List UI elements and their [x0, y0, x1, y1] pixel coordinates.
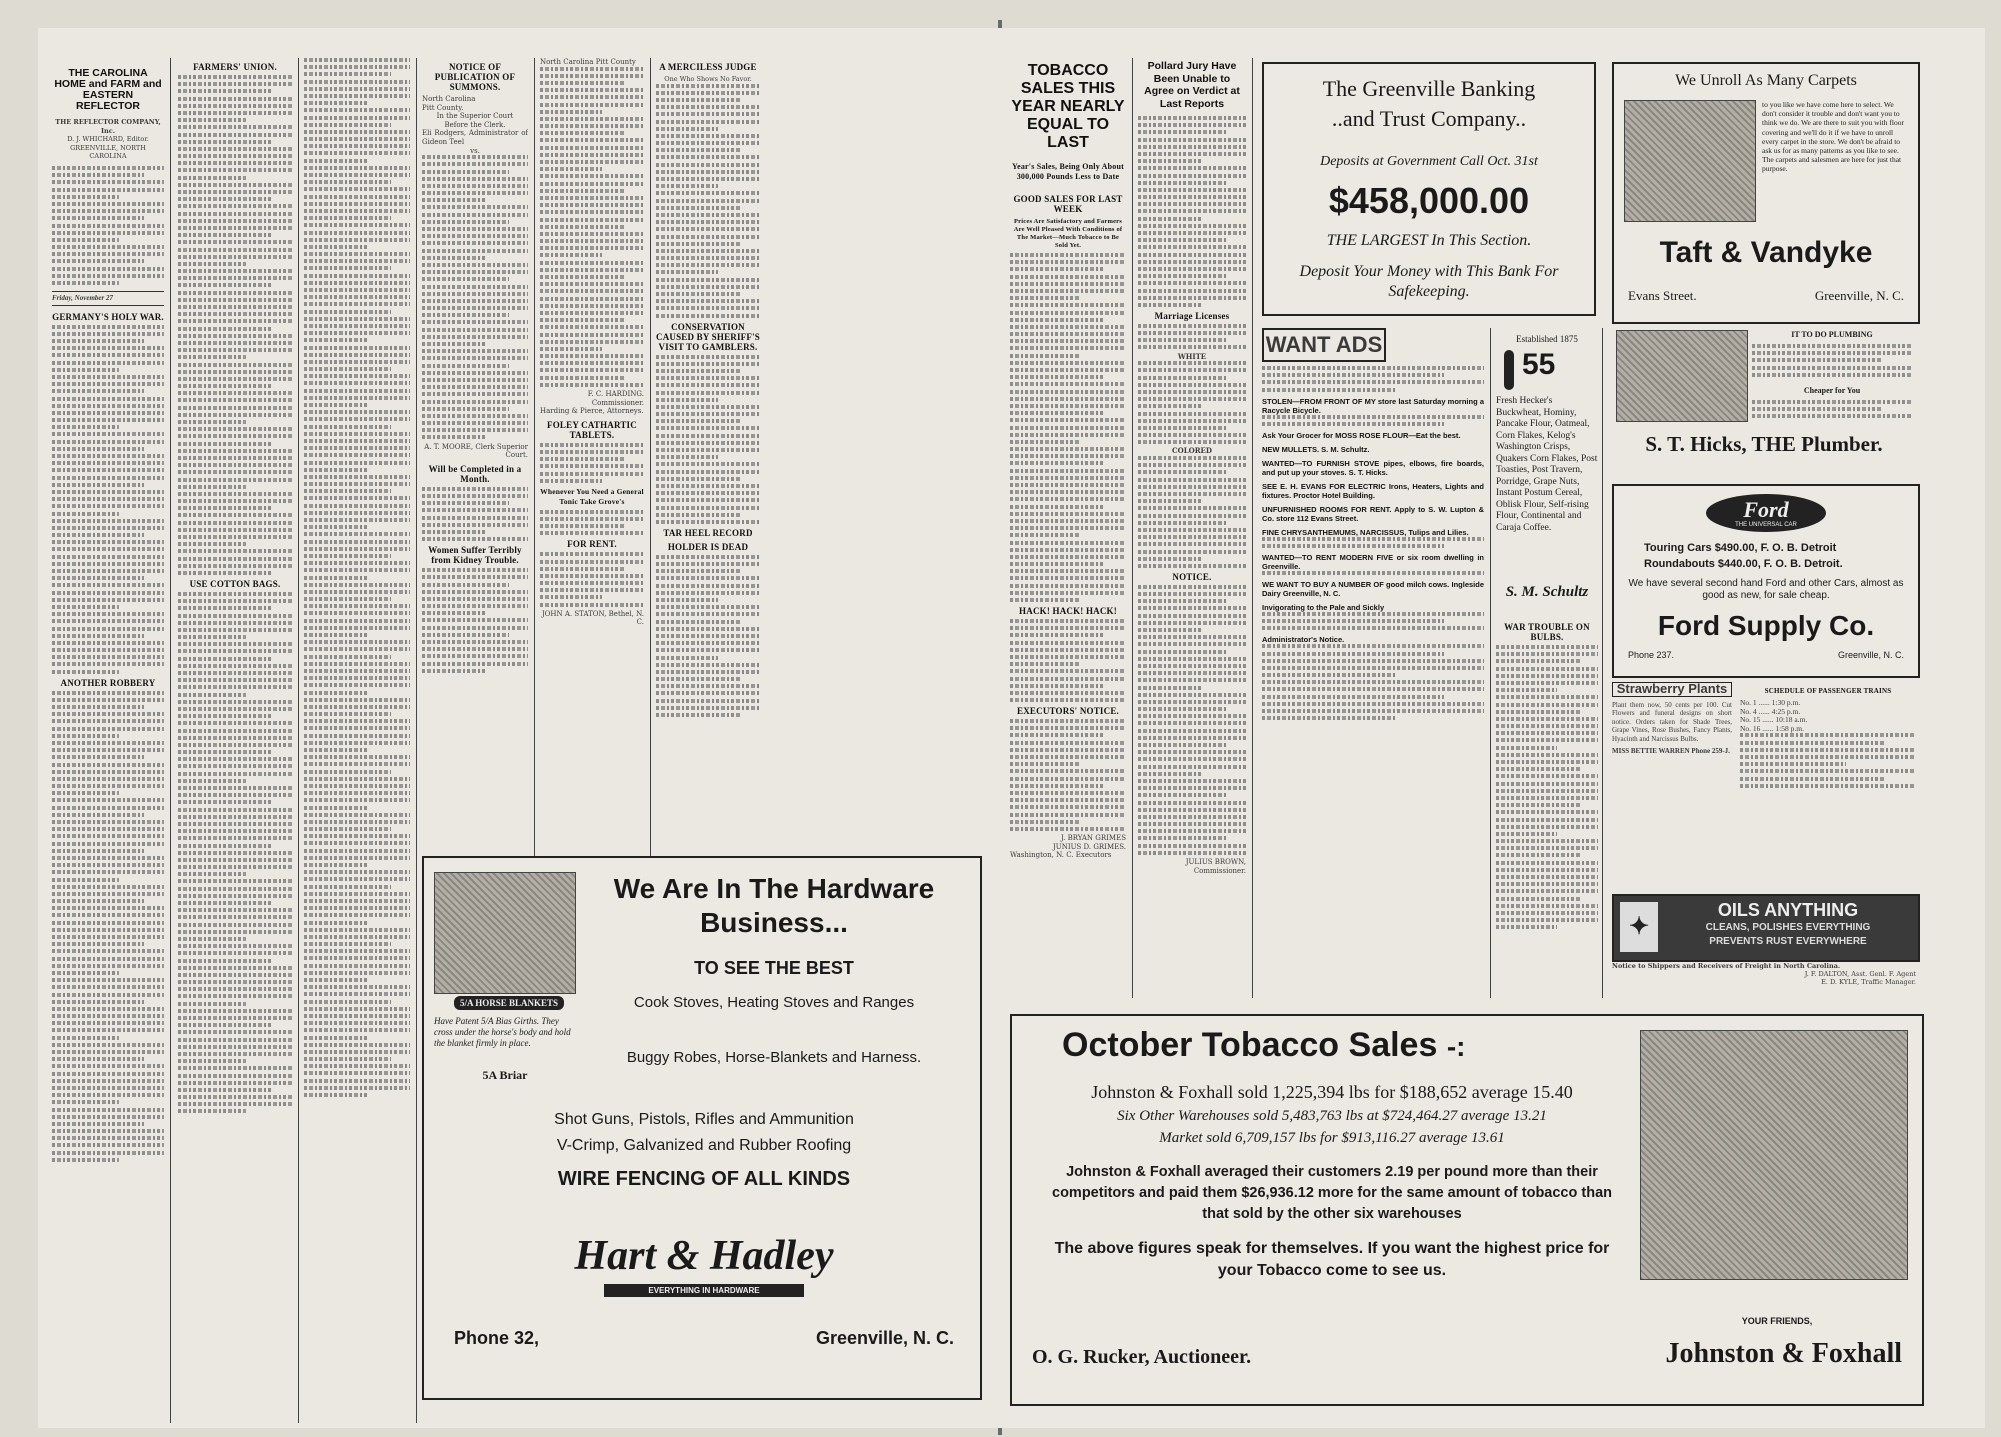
plumbing-head: IT TO DO PLUMBING [1791, 330, 1873, 339]
tobacco-sub2: Prices Are Satisfactory and Farmers Are Well Pleased With Conditions of The Market—Much Tobacco to Be Sold Yet. [1013, 218, 1123, 249]
carpets-city: Greenville, N. C. [1814, 288, 1904, 303]
oil-headline: OILS ANYTHING [1717, 900, 1859, 920]
ford-touring: Touring Cars $490.00, F. O. B. Detroit [1644, 542, 1837, 554]
hardware-item-2: Buggy Robes, Horse-Blankets and Harness. [626, 1049, 922, 1066]
want-ad-6: FINE CHRYSANTHEMUMS, NARCISSUS, Tulips and Lilies. [1262, 527, 1469, 537]
plumbing-illustration [1616, 330, 1748, 422]
october-headline: October Tobacco Sales -: [1062, 1026, 1466, 1064]
october-line-2: Six Other Warehouses sold 5,483,763 lbs at $724,464.27 average 13.21 [1117, 1108, 1547, 1124]
schultz-items: Fresh Hecker's Buckwheat, Hominy, Pancake Flour, Oatmeal, Corn Flakes, Kelog's Washington Crisps, Quakers Corn Flakes, Post Toasties, Post Travern, Porridge, Grape Nuts, Instant Postum Cereal, Oblisk Flour, Self-rising Flour, Continental and Caraja Coffee. [1496, 396, 1598, 533]
october-paragraph: Johnston & Foxhall averaged their customers 2.19 per pound more than their competitors and paid them $26,936.12 more for the same amount of tobacco than that sold by the other six warehouses [1052, 1164, 1612, 1222]
horse-illustration [434, 872, 576, 994]
blanket-text: Have Patent 5/A Bias Girths. They cross under the horse's body and hold the blanket firmly in place. [434, 1016, 571, 1048]
oil-ad [1612, 894, 1920, 962]
bank-deposits: Deposits at Government Call Oct. 31st [1320, 154, 1538, 169]
blanket-name: 5A Briar [482, 1068, 528, 1082]
bank-name-2: ..and Trust Company.. [1331, 106, 1527, 131]
summons-vs: vs. [470, 146, 480, 155]
headline-for-rent: FOR RENT. [567, 539, 617, 550]
summons-signature: A. T. MOORE, Clerk Superior Court. [424, 442, 528, 460]
hardware-subhead: TO SEE THE BEST [694, 958, 854, 978]
schultz-ad [1496, 334, 1598, 614]
harding-firm: Harding & Pierce, Attorneys. [540, 407, 644, 416]
column-6 [656, 58, 760, 858]
plumbing-ad [1612, 324, 1916, 474]
carpets-street: Evans Street. [1628, 288, 1697, 303]
want-ad-9: Invigorating to the Pale and Sickly [1262, 602, 1385, 612]
headline-robbery: ANOTHER ROBBERY [60, 677, 156, 688]
headline-women-suffer: Women Suffer Terribly from Kidney Trouble. [428, 545, 522, 566]
want-ad-10: Administrator's Notice. [1262, 635, 1345, 645]
freight-text: Notice to Shippers and Receivers of Freight in North Carolina. [1612, 962, 1841, 970]
summons-before: Before the Clerk. [444, 120, 506, 129]
headline-conservation: CONSERVATION CAUSED BY SHERIFF'S VISIT TO GAMBLERS. [656, 321, 760, 352]
masthead-publisher: THE REFLECTOR COMPANY, Inc. [55, 118, 161, 135]
headline-notice-summons: NOTICE OF PUBLICATION OF SUMMONS. [434, 62, 516, 92]
column-3 [304, 58, 410, 1418]
tobacco-column [1010, 58, 1126, 998]
subhead-one-who-shows: One Who Shows No Favor. [664, 75, 752, 83]
freight-sig1: J. F. DALTON, Asst. Genl. F. Agent [1804, 970, 1916, 978]
headline-whenever: Whenever You Need a General Tonic Take Grove's [540, 486, 644, 506]
ford-name: Ford Supply Co. [1657, 610, 1875, 641]
carpet-illustration [1624, 100, 1756, 222]
want-ad-8: WE WANT TO BUY A NUMBER OF good milch cows. Ingleside Dairy Greenville, N. C. [1262, 579, 1484, 598]
column-rule [1132, 58, 1133, 998]
headline-cotton-bags: USE COTTON BAGS. [189, 578, 281, 589]
war-bulbs-column [1496, 618, 1598, 998]
ford-city: Greenville, N. C. [1837, 650, 1904, 660]
hart-hadley-tagline: EVERYTHING IN HARDWARE [604, 1284, 804, 1297]
ford-ad [1612, 484, 1920, 678]
schultz-name: S. M. Schultz [1505, 584, 1589, 600]
bank-amount: $458,000.00 [1328, 180, 1530, 221]
summons-county: Pitt County. [422, 103, 464, 112]
oil-can-icon: ✦ [1620, 902, 1658, 952]
ford-logo: Ford [1706, 494, 1826, 532]
hardware-big-line: WIRE FENCING OF ALL KINDS [557, 1168, 851, 1190]
headline-marriage: Marriage Licenses [1154, 310, 1230, 321]
oil-sub: CLEANS, POLISHES EVERYTHING [1705, 922, 1871, 933]
carpets-body: to you like we have come here to select. We don't consider it trouble and don't want you to think we do. We are there to suit you with floor covering and we'll do it if we have to unroll every carpet in the store. We don't be afraid to ask us for as many patterns as you like to see. The carpets and salesmen are here for just that purpose. [1762, 100, 1904, 174]
october-cta: The above figures speak for themselves. If you want the highest price for your Tobacco come to see us. [1054, 1240, 1610, 1279]
column-1 [52, 58, 164, 1418]
headline-merciless-judge: A MERCILESS JUDGE [659, 62, 757, 72]
headline-farmers-union: FARMERS' UNION. [193, 62, 277, 72]
column-rule [650, 58, 651, 858]
headline-holder-dead: HOLDER IS DEAD [667, 541, 749, 552]
hardware-city: Greenville, N. C. [815, 1328, 954, 1348]
carpets-ad [1612, 62, 1920, 324]
schedule-column [1740, 682, 1916, 882]
telephone-icon [1504, 350, 1514, 390]
marriage-white: WHITE [1177, 351, 1207, 361]
masthead-dateline: Friday, November 27 [52, 291, 164, 306]
hardware-headline: We Are In The Hardware Business... [613, 873, 935, 938]
pollard-headline: Pollard Jury Have Been Unable to Agree on Verdict at Last Reports [1144, 60, 1240, 110]
masthead-location: GREENVILLE, NORTH CAROLINA [70, 143, 146, 161]
hardware-item-4: V-Crimp, Galvanized and Rubber Roofing [556, 1137, 852, 1154]
headline-hack: HACK! HACK! HACK! [1019, 606, 1117, 616]
schultz-established: Established 1875 [1516, 334, 1578, 344]
schedule-row-4: No. 16 ...... 1:58 p.m. [1740, 723, 1804, 733]
freight-notice [1612, 962, 1916, 1002]
october-firm: Johnston & Foxhall [1665, 1338, 1902, 1369]
headline-tarheel: TAR HEEL RECORD [663, 527, 753, 538]
october-friends: YOUR FRIENDS, [1741, 1316, 1813, 1326]
ford-phone: Phone 237. [1628, 650, 1675, 660]
column-rule [1602, 328, 1603, 998]
masthead-title: THE CAROLINA HOME and FARM and EASTERN REFLECTOR [54, 67, 162, 113]
schedule-row-3: No. 15 ...... 10:18 a.m. [1740, 715, 1808, 725]
warehouse-photo [1640, 1030, 1908, 1280]
column-rule [1252, 58, 1253, 998]
summons-court: In the Superior Court [436, 112, 514, 121]
hardware-ad [422, 856, 982, 1400]
executor-2: JUNIUS D. GRIMES. [1052, 842, 1126, 851]
want-ads-title: WANT ADS [1262, 328, 1386, 362]
strawberry-column [1612, 682, 1732, 882]
want-ads-column [1262, 328, 1484, 998]
freight-sig2: E. D. KYLE, Traffic Manager. [1821, 978, 1916, 986]
schedule-row-1: No. 1 ...... 1:30 p.m. [1740, 698, 1801, 707]
schedule-head: SCHEDULE OF PASSENGER TRAINS [1764, 687, 1892, 695]
want-ad-5: UNFURNISHED ROOMS FOR RENT. Apply to S. W. Lupton & Co. store 112 Evans Street. [1262, 504, 1484, 523]
nc-heading: North Carolina Pitt County [540, 58, 636, 66]
headline-germany: GERMANY'S HOLY WAR. [52, 311, 164, 322]
left-page [38, 28, 1000, 1428]
hart-hadley-logo: Hart & Hadley [574, 1233, 834, 1279]
strawberry-seller: MISS BETTIE WARREN Phone 259-J. [1612, 746, 1730, 755]
hardware-item-3: Shot Guns, Pistols, Rifles and Ammunition [554, 1111, 854, 1128]
october-line-3: Market sold 6,709,157 lbs for $913,116.27 average 13.61 [1159, 1130, 1505, 1146]
carpets-firm: Taft & Vandyke [1659, 236, 1873, 269]
want-ad-1: Ask Your Grocer for MOSS ROSE FLOUR—Eat the best. [1262, 430, 1461, 440]
plumbing-cheaper: Cheaper for You [1803, 386, 1861, 395]
bank-largest: THE LARGEST In This Section. [1326, 232, 1532, 249]
headline-notice: NOTICE. [1172, 571, 1212, 582]
stolen-ad: STOLEN—FROM FRONT OF MY store last Saturday morning a Racycle Bicycle. [1262, 396, 1484, 415]
strawberry-head: Strawberry Plants [1612, 682, 1732, 697]
executor-1: J. BRYAN GRIMES [1060, 834, 1126, 843]
pollard-column [1138, 58, 1246, 998]
strawberry-body: Plant them now, 50 cents per 100. Cut Flowers and funeral designs on short notice. Orders taken for Shade Trees, Grape Vines, Rose Bushes, Fancy Plants, Hyacinth and Narcissus Bulbs. [1612, 700, 1732, 743]
column-rule [534, 58, 535, 858]
hardware-item-1: Cook Stoves, Heating Stoves and Ranges [633, 994, 915, 1011]
marriage-colored: COLORED [1172, 446, 1212, 456]
column-rule [298, 58, 299, 1423]
tobacco-headline: TOBACCO SALES THIS YEAR NEARLY EQUAL TO LAST [1011, 62, 1125, 151]
schultz-phone: 55 [1522, 348, 1556, 381]
ford-tagline: THE UNIVERSAL CAR [1735, 522, 1797, 528]
headline-foley: FOLEY CATHARTIC TABLETS. [547, 419, 637, 440]
plumbing-name: S. T. Hicks, THE Plumber. [1645, 432, 1883, 456]
right-page [1000, 28, 1985, 1428]
want-ad-2: NEW MULLETS. S. M. Schultz. [1262, 444, 1370, 454]
column-2 [178, 58, 292, 1418]
column-rule [1490, 328, 1491, 998]
hardware-phone: Phone 32, [454, 1328, 540, 1348]
october-auctioneer: O. G. Rucker, Auctioneer. [1032, 1346, 1252, 1368]
bank-cta: Deposit Your Money with This Bank For Safekeeping. [1299, 263, 1559, 300]
column-rule [416, 58, 417, 1423]
headline-war-bulbs: WAR TROUBLE ON BULBS. [1504, 622, 1590, 642]
want-ad-4: SEE E. H. EVANS FOR ELECTRIC Irons, Heaters, Lights and fixtures. Proctor Hotel Building. [1262, 481, 1484, 500]
ford-roadster: Roundabouts $440.00, F. O. B. Detroit. [1644, 558, 1843, 570]
tobacco-deck: Year's Sales, Being Only About 300,000 Pounds Less to Date [1011, 162, 1124, 181]
bank-name-1: The Greenville Banking [1322, 76, 1536, 101]
schedule-row-2: No. 4 ...... 4:25 p.m. [1740, 706, 1801, 716]
tobacco-sub: GOOD SALES FOR LAST WEEK [1013, 194, 1123, 214]
summons-parties: Eli Rodgers, Administrator of Gideon Teel [422, 129, 528, 146]
staton-signature: JOHN A. STATON, Bethel, N. C. [541, 609, 644, 627]
want-ad-7: WANTED—TO RENT MODERN FIVE or six room dwelling in Greenville. [1262, 552, 1484, 571]
column-5 [540, 58, 644, 858]
blanket-label: 5/A HORSE BLANKETS [454, 996, 564, 1010]
headline-executors: EXECUTORS' NOTICE. [1017, 706, 1119, 717]
ford-second-hand: We have several second hand Ford and other Cars, almost as good as new, for sale cheap. [1628, 578, 1904, 601]
october-sales-ad [1010, 1014, 1924, 1406]
carpets-headline: We Unroll As Many Carpets [1675, 72, 1857, 89]
column-4 [422, 58, 528, 858]
want-ad-3: WANTED—TO FURNISH STOVE pipes, elbows, fire boards, and put up your stoves. S. T. Hicks. [1262, 458, 1484, 477]
column-rule [170, 58, 171, 1423]
summons-state: North Carolina [422, 95, 476, 103]
headline-completed-month: Will be Completed in a Month. [428, 463, 522, 484]
october-headline-text: October Tobacco Sales [1062, 1026, 1438, 1064]
masthead-editor: D. J. WHICHARD, Editor. [67, 135, 149, 144]
oil-sub2: PREVENTS RUST EVERYWHERE [1709, 936, 1867, 947]
pollard-signature: JULIUS BROWN, Commissioner. [1185, 858, 1246, 875]
bank-ad [1262, 62, 1596, 316]
october-line-1: Johnston & Foxhall sold 1,225,394 lbs for $188,652 average 15.40 [1091, 1082, 1573, 1102]
harding-signature: F. C. HARDING. Commissioner. [587, 390, 644, 407]
executor-place: Washington, N. C. Executors [1010, 851, 1112, 860]
